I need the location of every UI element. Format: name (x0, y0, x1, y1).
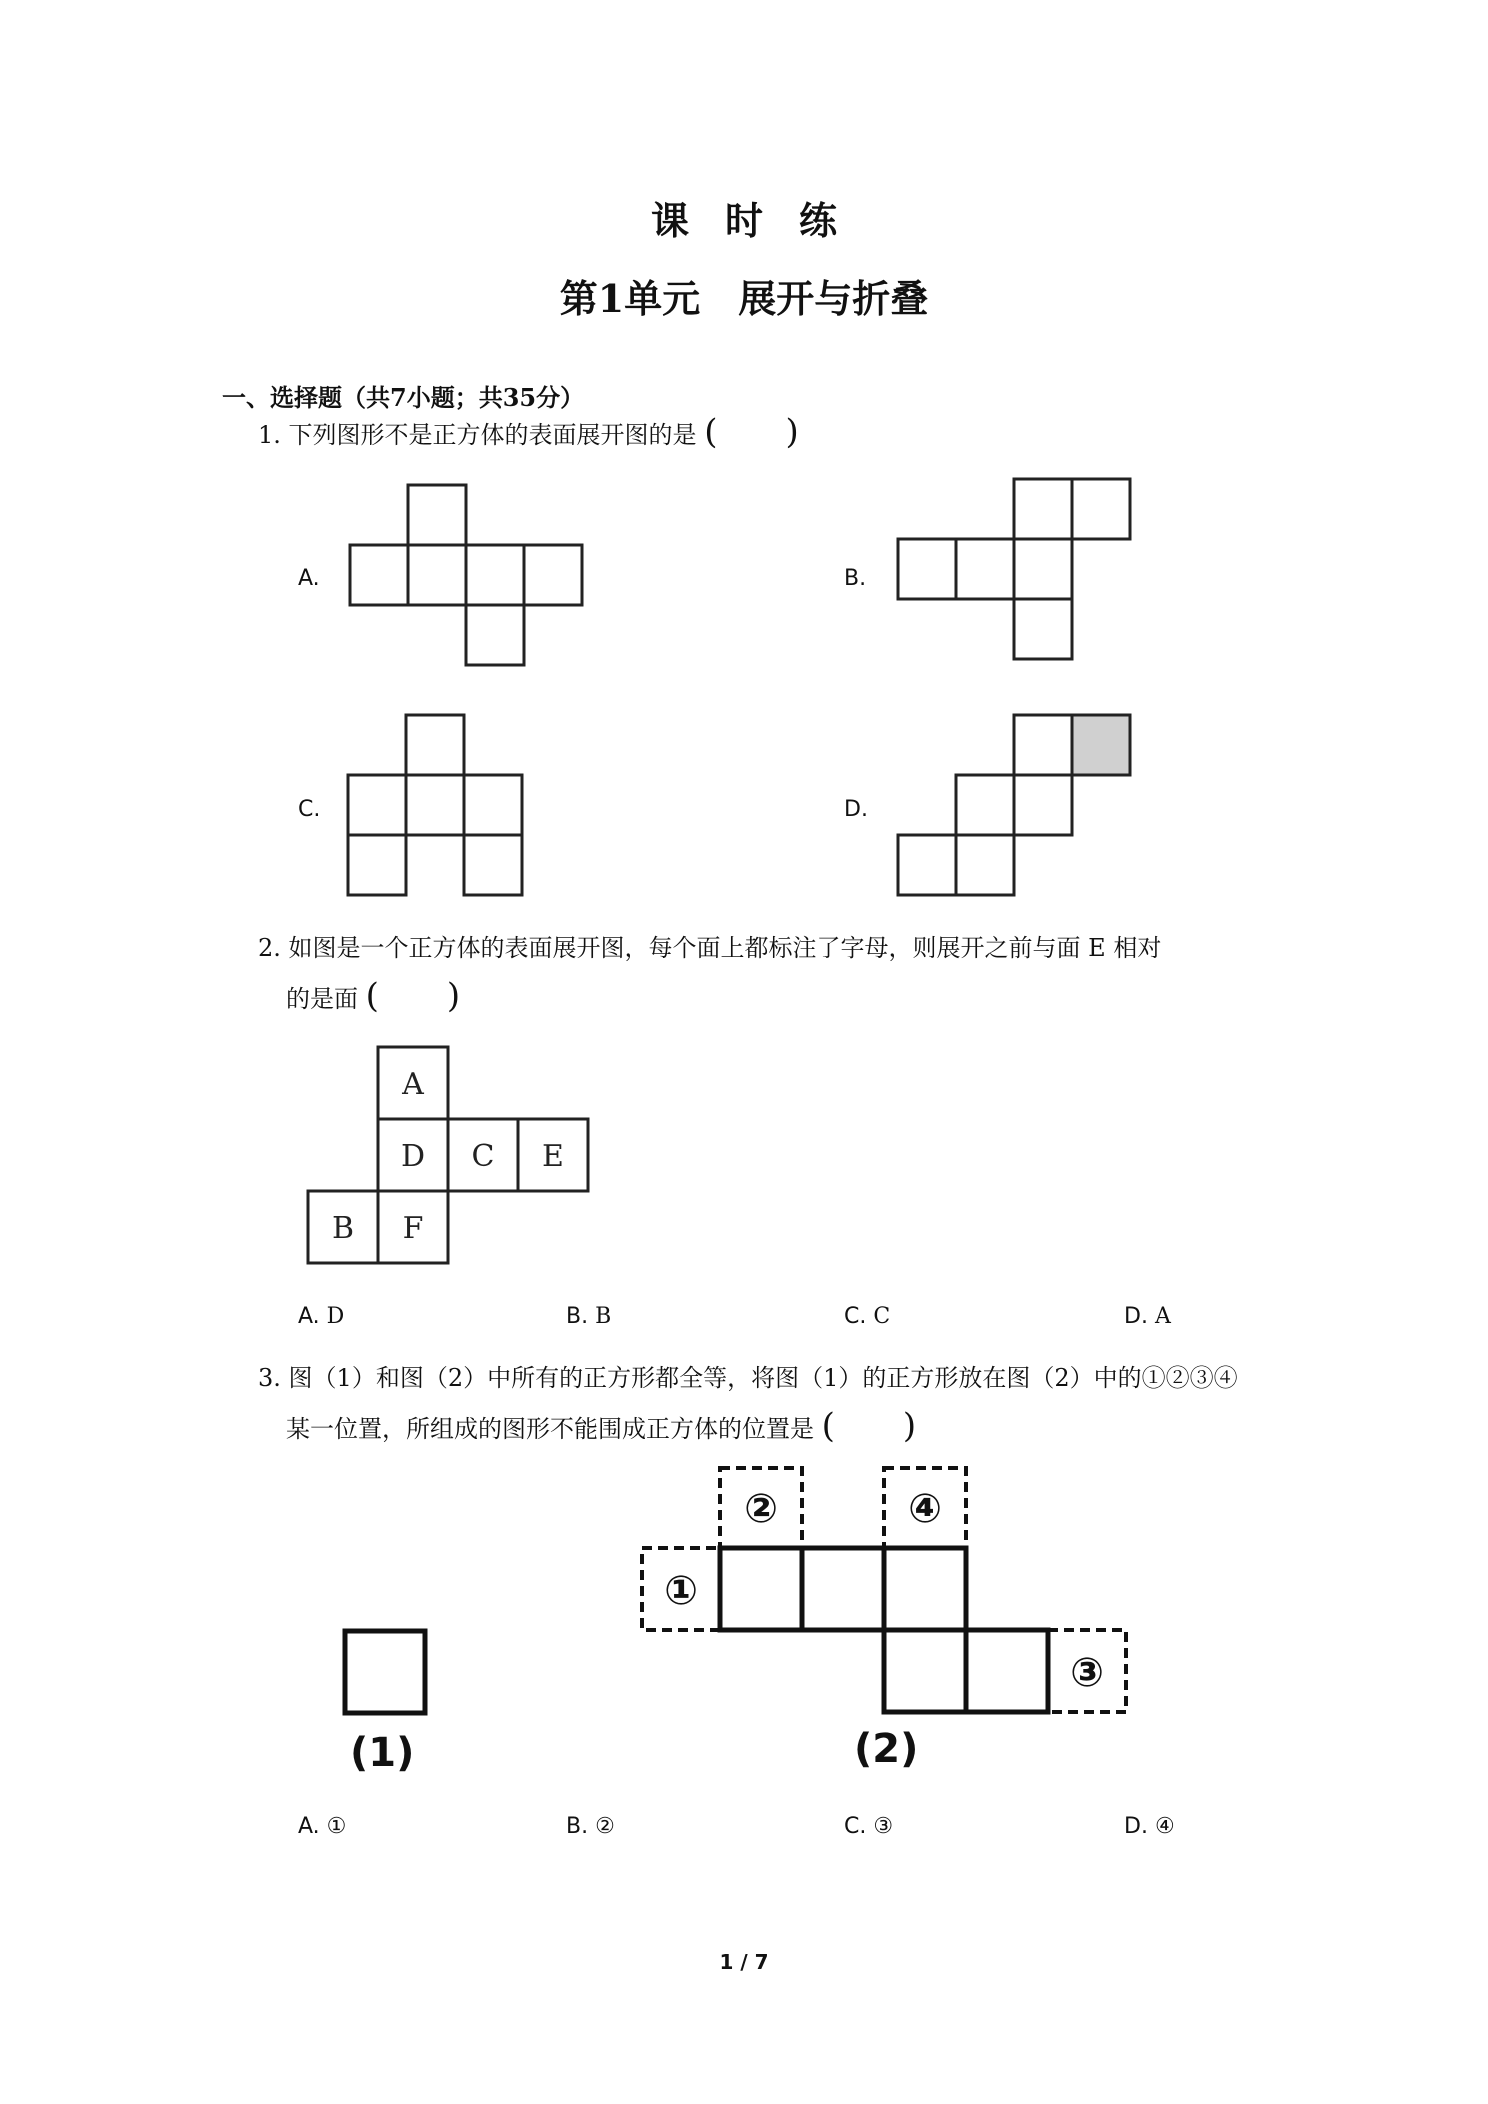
question-2 (258, 928, 1161, 968)
answer-blank: ( ) (821, 1406, 917, 1446)
option-c-figure (346, 712, 536, 902)
q2-option-b: B. B (566, 1304, 612, 1329)
page-number: 1 / 7 (719, 1950, 769, 1974)
question-number: 3. (258, 1364, 281, 1392)
figure-1-square (342, 1628, 432, 1718)
q3-option-b: B. ② (566, 1814, 615, 1839)
question-number: 1. (258, 421, 281, 449)
answer-blank: ( ) (704, 412, 799, 452)
face-f: F (402, 1211, 424, 1246)
figure-2-label: (2) (854, 1726, 919, 1772)
question-text: 下列图形不是正方体的表面展开图的是 (288, 421, 697, 449)
option-d-figure (896, 712, 1136, 902)
question-text-cont: 某一位置，所组成的图形不能围成正方体的位置是 (286, 1415, 814, 1443)
q2-option-c: C. C (844, 1304, 891, 1329)
face-d: D (400, 1139, 426, 1174)
unit-title: 第1单元 展开与折叠 (559, 276, 929, 321)
question-text-cont: 的是面 (286, 985, 358, 1013)
option-a-label: A. (298, 566, 320, 591)
position-1-mark: ① (664, 1568, 698, 1614)
face-c: C (471, 1139, 495, 1174)
face-a: A (402, 1067, 424, 1102)
figure-2-net (638, 1464, 1138, 1734)
question-1 (258, 412, 799, 455)
q3-option-c: C. ③ (844, 1814, 894, 1839)
lettered-cube-net (306, 1044, 596, 1264)
question-text: 如图是一个正方体的表面展开图，每个面上都标注了字母，则展开之前与面 E 相对 (288, 934, 1162, 962)
question-2-line2 (286, 976, 460, 1019)
face-e: E (542, 1139, 564, 1174)
figure-1-label: (1) (350, 1730, 415, 1776)
page-title: 课时练 (650, 198, 873, 243)
section-heading: 一、选择题（共7小题；共35分） (222, 383, 585, 412)
option-a-figure (348, 482, 588, 672)
option-b-label: B. (844, 566, 867, 591)
q3-option-d: D. ④ (1124, 1814, 1175, 1839)
position-2-mark: ② (744, 1486, 778, 1532)
option-c-label: C. (298, 797, 321, 822)
q3-option-a: A. ① (298, 1814, 347, 1839)
face-b: B (331, 1211, 355, 1246)
question-3-line2 (286, 1406, 916, 1449)
question-3 (258, 1358, 1238, 1398)
question-text: 图（1）和图（2）中所有的正方形都全等，将图（1）的正方形放在图（2）中的①②③④ (288, 1364, 1238, 1392)
q2-option-a: A. D (298, 1304, 345, 1329)
position-3-mark: ③ (1070, 1650, 1104, 1696)
q2-option-d: D. A (1124, 1304, 1171, 1329)
option-d-label: D. (844, 797, 868, 822)
option-b-figure (896, 476, 1136, 666)
answer-blank: ( ) (365, 976, 461, 1016)
position-4-mark: ④ (908, 1486, 942, 1532)
question-number: 2. (258, 934, 281, 962)
